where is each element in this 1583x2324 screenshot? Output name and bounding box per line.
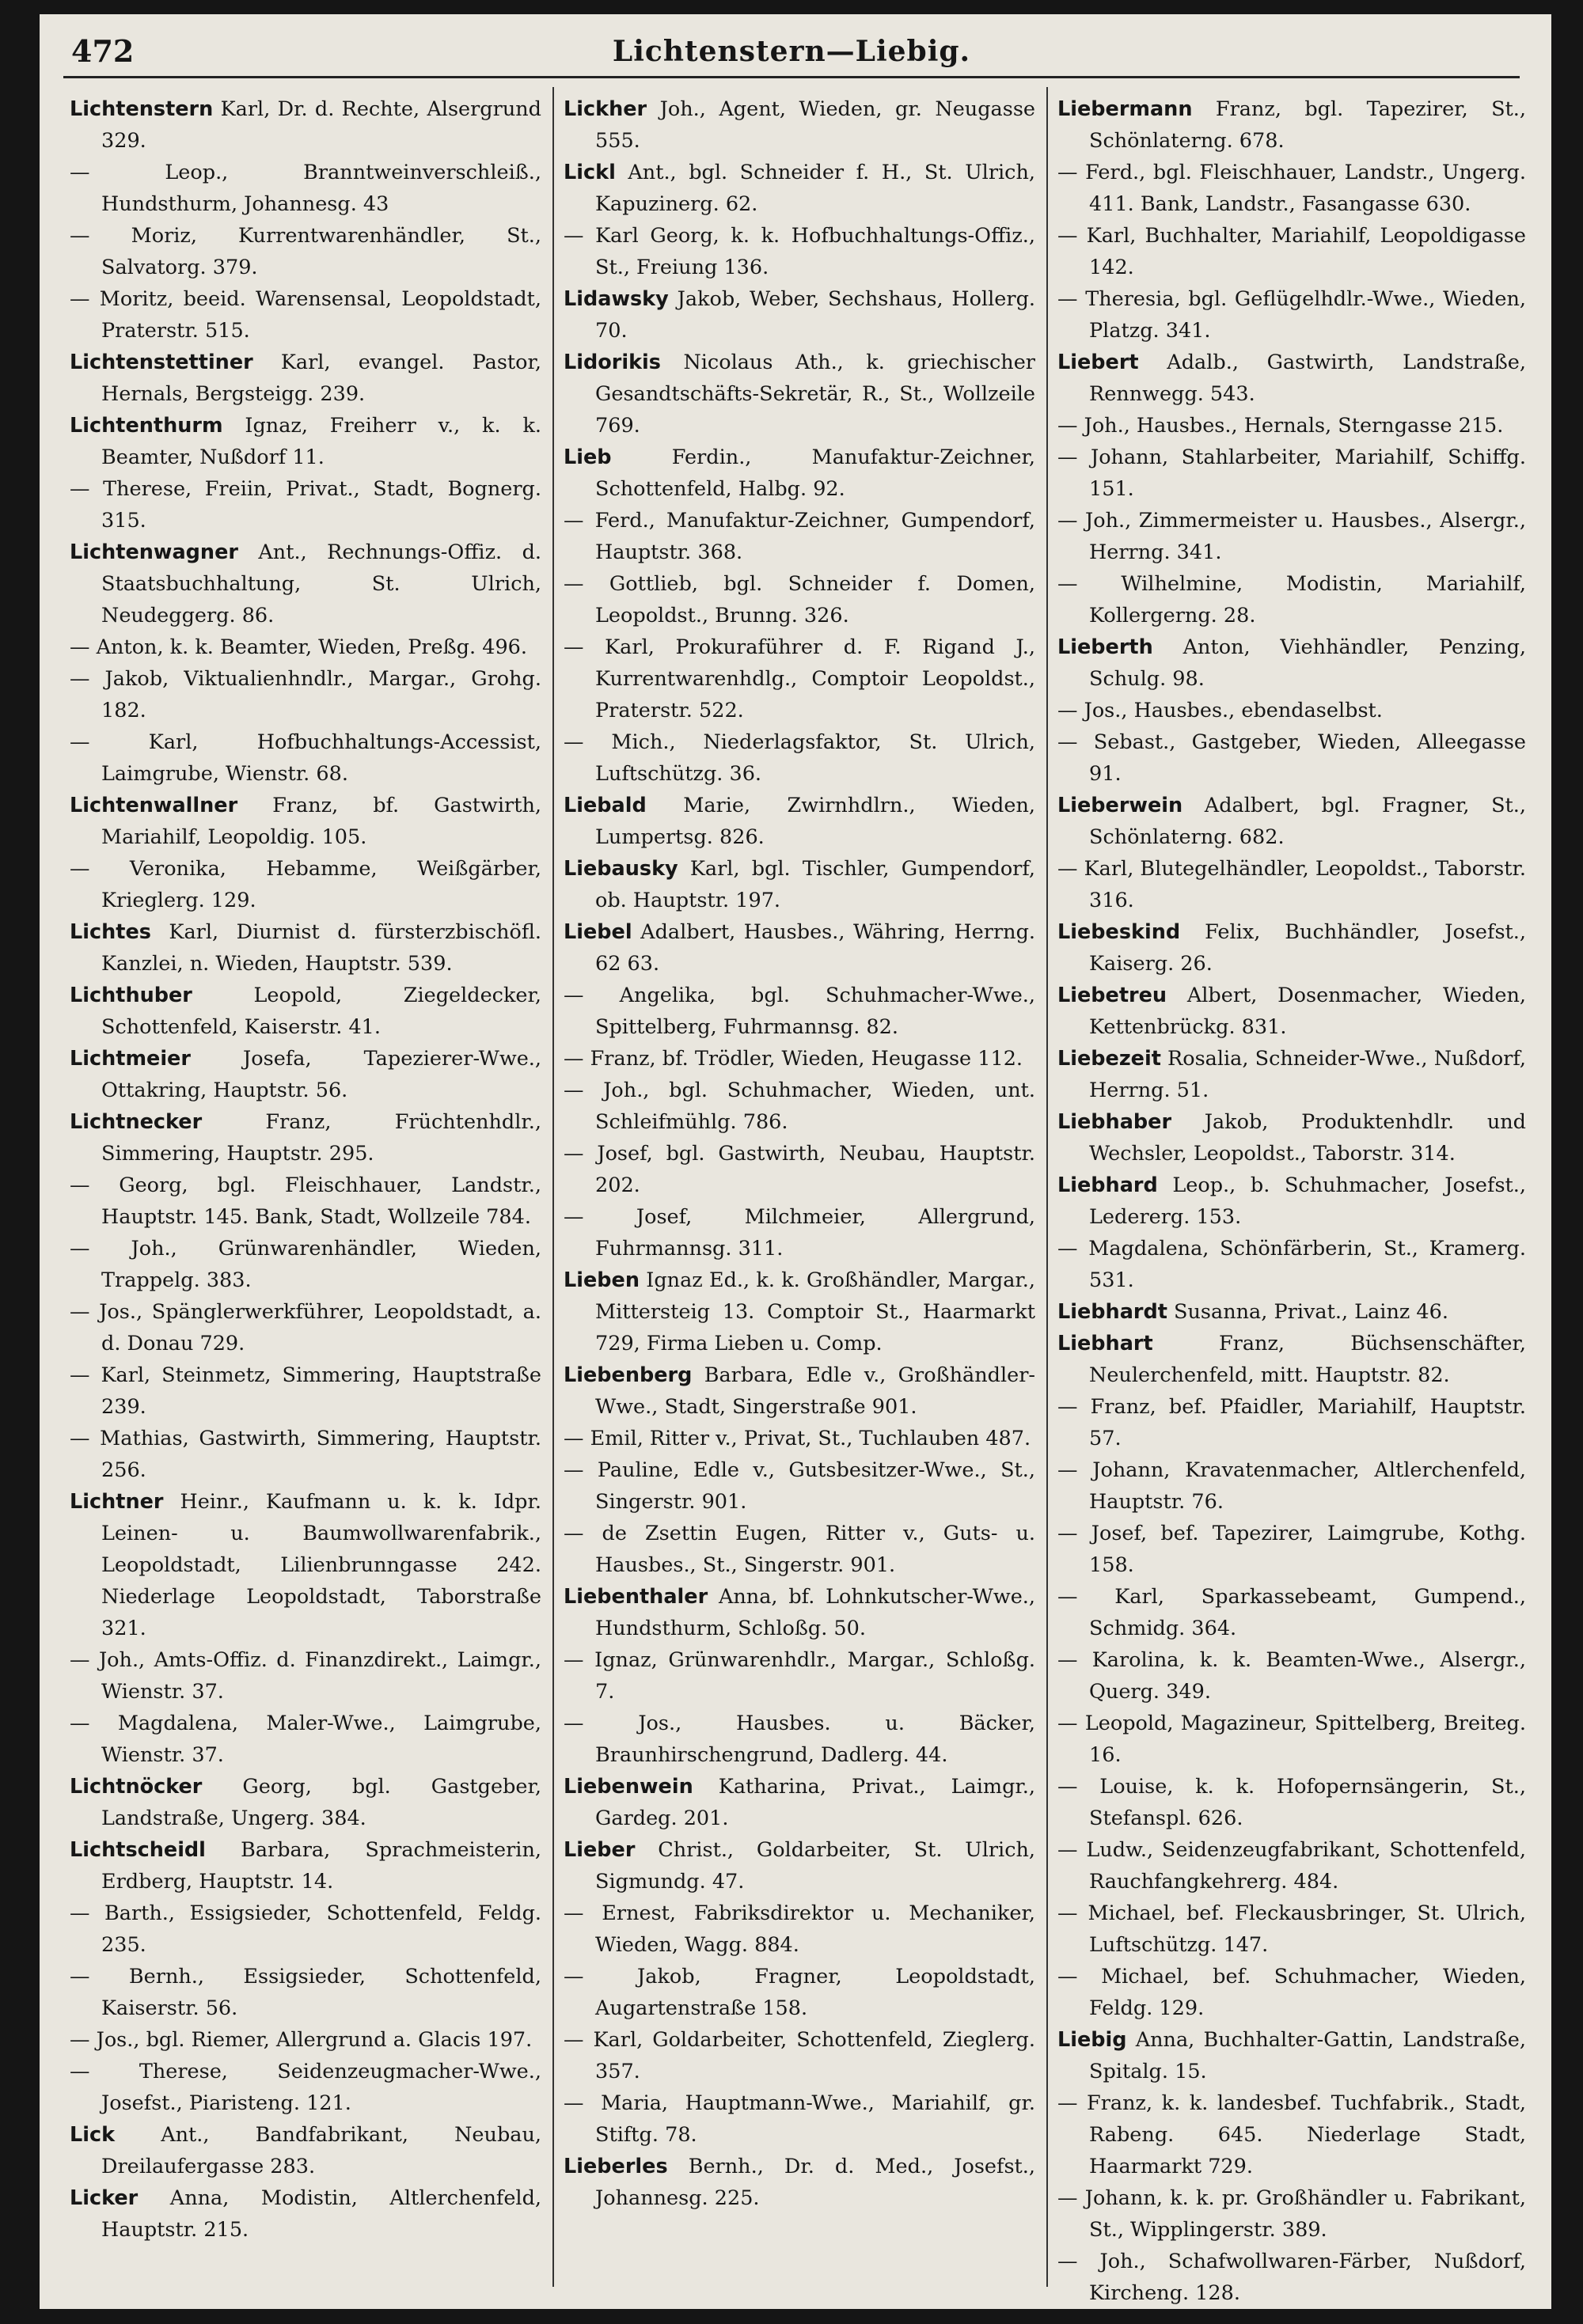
entry-details: — Magdalena, Maler-Wwe., Laimgrube, Wienstr. 37. <box>70 1712 541 1767</box>
directory-entry <box>1057 505 1526 568</box>
directory-entry <box>564 1771 1035 1834</box>
entry-details: — Jakob, Fragner, Leopoldstadt, Augartenstraße 158. <box>564 1965 1035 2020</box>
directory-entry <box>564 283 1035 347</box>
entry-details: — de Zsettin Eugen, Ritter v., Guts- u. Hausbes., St., Singerstr. 901. <box>564 1522 1035 1577</box>
entry-details: — Sebast., Gastgeber, Wieden, Alleegasse 91. <box>1057 730 1526 786</box>
directory-entry <box>564 2024 1035 2087</box>
entry-details: — Karl Georg, k. k. Hofbuchhaltungs-Offiz., St., Freiung 136. <box>564 224 1035 279</box>
entry-details: Leopold, Ziegeldecker, Schottenfeld, Kaiserstr. 41. <box>101 984 542 1039</box>
entry-details: — Angelika, bgl. Schuhmacher-Wwe., Spittelberg, Fuhrmannsg. 82. <box>564 984 1035 1039</box>
entry-details: — Barth., Essigsieder, Schottenfeld, Feldg. 235. <box>70 1901 541 1957</box>
entry-surname: Lieberwein <box>1057 794 1183 817</box>
directory-entry <box>70 473 541 536</box>
entry-details: — Franz, bef. Pfaidler, Mariahilf, Hauptstr. 57. <box>1057 1395 1526 1450</box>
entry-surname: Lichtenthurm <box>70 414 223 438</box>
entry-details: Anton, Viehhändler, Penzing, Schulg. 98. <box>1089 635 1527 691</box>
entry-surname: Liebhart <box>1057 1332 1153 1355</box>
directory-entry <box>1057 695 1526 726</box>
entry-surname: Lichtes <box>70 920 151 944</box>
entry-details: — Maria, Hauptmann-Wwe., Mariahilf, gr. Stiftg. 78. <box>564 2091 1035 2147</box>
directory-entry <box>1057 790 1526 853</box>
entry-surname: Lichtenstettiner <box>70 351 253 374</box>
entry-details: — Karolina, k. k. Beamten-Wwe., Alsergr., Querg. 349. <box>1057 1648 1526 1704</box>
entry-details: — Moritz, beeid. Warensensal, Leopoldstadt, Praterstr. 515. <box>70 287 541 343</box>
entry-details: Adalbert, bgl. Fragner, St., Schönlaterng. 682. <box>1089 794 1527 849</box>
directory-entry <box>564 1454 1035 1518</box>
entry-details: — Johann, Kravatenmacher, Altlerchenfeld, Hauptstr. 76. <box>1057 1458 1526 1514</box>
directory-entry <box>564 631 1035 726</box>
entry-details: — Magdalena, Schönfärberin, St., Kramerg. 531. <box>1057 1237 1526 1292</box>
entry-details: — Franz, bf. Trödler, Wieden, Heugasse 112. <box>564 1047 1023 1071</box>
entry-details: — Jos., Hausbes., ebendaselbst. <box>1057 699 1383 722</box>
directory-entry <box>564 1075 1035 1138</box>
directory-entry <box>70 1423 541 1486</box>
directory-entry <box>564 1897 1035 1961</box>
entry-details: — Joh., Amts-Offiz. d. Finanzdirekt., Laimgr., Wienstr. 37. <box>70 1648 541 1704</box>
entry-surname: Lichthuber <box>70 984 192 1007</box>
directory-entry <box>564 1359 1035 1423</box>
directory-entry <box>1057 347 1526 410</box>
entry-details: — Karl, Goldarbeiter, Schottenfeld, Zieglerg. 357. <box>564 2028 1035 2083</box>
directory-entry <box>564 505 1035 568</box>
entry-details: — Therese, Freiin, Privat., Stadt, Bognerg. 315. <box>70 477 541 533</box>
directory-entry <box>1057 2182 1526 2246</box>
entry-details: Ignaz Ed., k. k. Großhändler, Margar., Mittersteig 13. Comptoir St., Haarmarkt 729, Firma Lieben u. Comp. <box>595 1268 1035 1355</box>
entry-details: — Ernest, Fabriksdirektor u. Mechaniker, Wieden, Wagg. 884. <box>564 1901 1035 1957</box>
entry-surname: Lickl <box>564 161 616 184</box>
entry-details: — Georg, bgl. Fleischhauer, Landstr., Hauptstr. 145. Bank, Stadt, Wollzeile 784. <box>70 1173 541 1229</box>
entry-details: Karl, Dr. d. Rechte, Alsergrund 329. <box>101 97 541 153</box>
entry-surname: Lichtscheidl <box>70 1838 206 1862</box>
entry-details: — Michael, bef. Schuhmacher, Wieden, Feldg. 129. <box>1057 1965 1526 2020</box>
entry-surname: Lichtmeier <box>70 1047 191 1071</box>
entry-details: Franz, bf. Gastwirth, Mariahilf, Leopoldig. 105. <box>101 794 542 849</box>
entry-surname: Lieberth <box>1057 635 1153 659</box>
entry-details: Ant., bgl. Schneider f. H., St. Ulrich, Kapuzinerg. 62. <box>595 161 1035 216</box>
directory-entry <box>1057 93 1526 157</box>
directory-entry <box>70 1834 541 1897</box>
entry-surname: Lichtner <box>70 1490 164 1514</box>
entry-details: Anna, bf. Lohnkutscher-Wwe., Hundsthurm, Schloßg. 50. <box>595 1585 1035 1640</box>
directory-entry <box>564 220 1035 283</box>
entry-details: — Joh., Schafwollwaren-Färber, Nußdorf, Kircheng. 128. <box>1057 2250 1526 2305</box>
directory-entry <box>564 853 1035 916</box>
entry-details: — Joh., Grünwarenhändler, Wieden, Trappelg. 383. <box>70 1237 541 1292</box>
entry-surname: Lickher <box>564 97 647 121</box>
entry-surname: Liebenthaler <box>564 1585 708 1609</box>
entry-surname: Lidawsky <box>564 287 669 311</box>
entry-details: — Ferd., Manufaktur-Zeichner, Gumpendorf, Hauptstr. 368. <box>564 509 1035 564</box>
directory-entry <box>70 1897 541 1961</box>
entry-surname: Liebenberg <box>564 1363 693 1387</box>
directory-entry <box>564 2087 1035 2151</box>
directory-entry <box>564 726 1035 790</box>
entry-details: Nicolaus Ath., k. griechischer Gesandtschäfts-Sekretär, R., St., Wollzeile 769. <box>595 351 1036 438</box>
directory-entry <box>564 1581 1035 1644</box>
entry-surname: Liebig <box>1057 2028 1127 2052</box>
directory-entry <box>70 1043 541 1106</box>
directory-entry <box>564 157 1035 220</box>
directory-entry <box>564 1138 1035 1201</box>
directory-entry <box>1057 157 1526 220</box>
directory-entry <box>1057 1106 1526 1170</box>
entry-surname: Liebenwein <box>564 1775 693 1799</box>
entry-details: — Therese, Seidenzeugmacher-Wwe., Josefst., Piaristeng. 121. <box>70 2060 541 2115</box>
entry-details: Marie, Zwirnhdlrn., Wieden, Lumpertsg. 826. <box>595 794 1035 849</box>
entry-details: Ferdin., Manufaktur-Zeichner, Schottenfeld, Halbg. 92. <box>595 445 1035 501</box>
entry-details: Barbara, Sprachmeisterin, Erdberg, Hauptstr. 14. <box>101 1838 541 1894</box>
entry-details: — Karl, Sparkassebeamt, Gumpend., Schmidg. 364. <box>1057 1585 1526 1640</box>
directory-entry <box>564 568 1035 631</box>
directory-entry <box>70 2056 541 2119</box>
entry-details: Josefa, Tapezierer-Wwe., Ottakring, Hauptstr. 56. <box>101 1047 542 1102</box>
directory-entry <box>564 442 1035 505</box>
directory-entry <box>70 2182 541 2246</box>
entry-surname: Lick <box>70 2123 116 2147</box>
directory-entry <box>1057 220 1526 283</box>
directory-entry <box>1057 1043 1526 1106</box>
entry-details: — Pauline, Edle v., Gutsbesitzer-Wwe., St., Singerstr. 901. <box>564 1458 1035 1514</box>
entry-details: — Ludw., Seidenzeugfabrikant, Schottenfeld, Rauchfangkehrerg. 484. <box>1057 1838 1526 1894</box>
entry-details: Jakob, Produktenhdlr. und Wechsler, Leopoldst., Taborstr. 314. <box>1089 1110 1526 1166</box>
entry-details: — Karl, Buchhalter, Mariahilf, Leopoldigasse 142. <box>1057 224 1526 279</box>
page-header <box>63 30 1520 78</box>
entry-details: Anna, Buchhalter-Gattin, Landstraße, Spitalg. 15. <box>1089 2028 1526 2083</box>
directory-entry <box>564 1043 1035 1075</box>
entry-details: — Wilhelmine, Modistin, Mariahilf, Kollergerng. 28. <box>1057 572 1526 627</box>
directory-entry <box>70 157 541 220</box>
directory-entry <box>1057 631 1526 695</box>
directory-entry <box>70 853 541 916</box>
directory-entry <box>1057 853 1526 916</box>
directory-entry <box>70 2119 541 2182</box>
directory-entry <box>70 1644 541 1708</box>
entry-details: Franz, bgl. Tapezirer, St., Schönlaterng. 678. <box>1089 97 1526 153</box>
entry-details: Rosalia, Schneider-Wwe., Nußdorf, Herrng. 51. <box>1089 1047 1527 1102</box>
column-1 <box>70 93 541 2285</box>
entry-surname: Lichtenwagner <box>70 540 238 564</box>
directory-entry <box>564 2151 1035 2214</box>
directory-entry <box>564 980 1035 1043</box>
entry-details: Katharina, Privat., Laimgr., Gardeg. 201. <box>595 1775 1035 1830</box>
directory-entry <box>70 1708 541 1771</box>
entry-details: — Leopold, Magazineur, Spittelberg, Breiteg. 16. <box>1057 1712 1526 1767</box>
entry-surname: Lichtenwallner <box>70 794 238 817</box>
directory-entry <box>564 1201 1035 1264</box>
entry-details: — Karl, Prokuraführer d. F. Rigand J., Kurrentwarenhdlg., Comptoir Leopoldst., Praterstr. 522. <box>564 635 1035 722</box>
entry-surname: Liebel <box>564 920 632 944</box>
entry-details: — Jakob, Viktualienhndlr., Margar., Grohg. 182. <box>70 667 541 722</box>
entry-details: Bernh., Dr. d. Med., Josefst., Johannesg. 225. <box>595 2155 1035 2210</box>
entry-details: Franz, Früchtenhdlr., Simmering, Hauptstr. 295. <box>101 1110 541 1166</box>
directory-entry <box>70 283 541 347</box>
entry-details: — Anton, k. k. Beamter, Wieden, Preßg. 496. <box>70 635 527 659</box>
directory-entry <box>1057 1961 1526 2024</box>
entry-details: — Leop., Branntweinverschleiß., Hundsthurm, Johannesg. 43 <box>70 161 541 216</box>
entry-details: — Johann, k. k. pr. Großhändler u. Fabrikant, St., Wipplingerstr. 389. <box>1057 2186 1526 2242</box>
directory-entry <box>70 410 541 473</box>
entry-details: — Joh., Hausbes., Hernals, Sterngasse 215. <box>1057 414 1504 438</box>
entry-surname: Lidorikis <box>564 351 661 374</box>
directory-entry <box>564 1518 1035 1581</box>
entry-surname: Liebeskind <box>1057 920 1181 944</box>
directory-entry <box>564 1264 1035 1359</box>
entry-details: — Josef, bgl. Gastwirth, Neubau, Hauptstr. 202. <box>564 1142 1035 1197</box>
entry-surname: Liebetreu <box>1057 984 1167 1007</box>
directory-entry <box>564 1708 1035 1771</box>
entry-details: — Joh., bgl. Schuhmacher, Wieden, unt. Schleifmühlg. 786. <box>564 1079 1035 1134</box>
directory-entry <box>1057 726 1526 790</box>
page-number: 472 <box>71 33 135 69</box>
entry-details: Adalbert, Hausbes., Währing, Herrng. 62 63. <box>595 920 1036 976</box>
directory-entry <box>1057 1581 1526 1644</box>
directory-entry <box>70 1359 541 1423</box>
entry-details: — Gottlieb, bgl. Schneider f. Domen, Leopoldst., Brunng. 326. <box>564 572 1035 627</box>
entry-details: — Michael, bef. Fleckausbringer, St. Ulrich, Luftschützg. 147. <box>1057 1901 1526 1957</box>
directory-entry <box>564 790 1035 853</box>
entry-details: Susanna, Privat., Lainz 46. <box>1174 1300 1448 1324</box>
entry-details: — Louise, k. k. Hofopernsängerin, St., Stefanspl. 626. <box>1057 1775 1526 1830</box>
entry-details: Joh., Agent, Wieden, gr. Neugasse 555. <box>595 97 1036 153</box>
entry-surname: Lieber <box>564 1838 636 1862</box>
entry-details: Heinr., Kaufmann u. k. k. Idpr. Leinen- u. Baumwollwarenfabrik., Leopoldstadt, Lilienbrunngasse 242. Niederlage Leopoldstadt, Taborstraße 321. <box>101 1490 541 1640</box>
entry-surname: Liebald <box>564 794 647 817</box>
directory-entry <box>1057 2024 1526 2087</box>
entry-details: — Veronika, Hebamme, Weißgärber, Krieglerg. 129. <box>70 857 541 912</box>
directory-entry <box>1057 1771 1526 1834</box>
entry-surname: Lieberles <box>564 2155 668 2178</box>
directory-entry <box>70 1170 541 1233</box>
column-3 <box>1057 93 1527 2305</box>
directory-entry <box>1057 1170 1526 1233</box>
directory-entry <box>70 347 541 410</box>
directory-entry <box>70 980 541 1043</box>
directory-entry <box>1057 1518 1526 1581</box>
entry-details: — Jos., Hausbes. u. Bäcker, Braunhirschengrund, Dadlerg. 44. <box>564 1712 1035 1767</box>
entry-details: — Jos., Spänglerwerkführer, Leopoldstadt, a. d. Donau 729. <box>70 1300 541 1355</box>
directory-entry <box>70 93 541 157</box>
entry-details: Franz, Büchsenschäfter, Neulerchenfeld, mitt. Hauptstr. 82. <box>1089 1332 1527 1387</box>
directory-entry <box>70 1106 541 1170</box>
entry-surname: Liebhard <box>1057 1173 1158 1197</box>
entry-details: Adalb., Gastwirth, Landstraße, Rennwegg. 543. <box>1089 351 1526 406</box>
entry-details: — Mathias, Gastwirth, Simmering, Hauptstr. 256. <box>70 1427 541 1482</box>
entry-surname: Lichtenstern <box>70 97 214 121</box>
directory-entry <box>70 2024 541 2056</box>
column-2 <box>564 93 1035 2285</box>
entry-details: — Theresia, bgl. Geflügelhdlr.-Wwe., Wieden, Platzg. 341. <box>1057 287 1526 343</box>
directory-entry <box>70 536 541 631</box>
directory-entry <box>1057 283 1526 347</box>
entry-details: Felix, Buchhändler, Josefst., Kaiserg. 26. <box>1089 920 1526 976</box>
directory-entry <box>70 220 541 283</box>
entry-surname: Licker <box>70 2186 139 2210</box>
entry-details: Christ., Goldarbeiter, St. Ulrich, Sigmundg. 47. <box>595 1838 1036 1894</box>
entry-details: Ant., Bandfabrikant, Neubau, Dreilaufergasse 283. <box>101 2123 541 2178</box>
entry-surname: Liebhaber <box>1057 1110 1172 1134</box>
directory-entry <box>1057 1233 1526 1296</box>
entry-details: — Moriz, Kurrentwarenhändler, St., Salvatorg. 379. <box>70 224 541 279</box>
entry-surname: Liebezeit <box>1057 1047 1161 1071</box>
entry-details: Jakob, Weber, Sechshaus, Hollerg. 70. <box>595 287 1035 343</box>
column-divider <box>552 87 554 2287</box>
entry-details: Albert, Dosenmacher, Wieden, Kettenbrückg. 831. <box>1089 984 1527 1039</box>
entry-details: — Mich., Niederlagsfaktor, St. Ulrich, Luftschützg. 36. <box>564 730 1035 786</box>
entry-details: — Emil, Ritter v., Privat, St., Tuchlauben 487. <box>564 1427 1031 1450</box>
directory-entry <box>1057 980 1526 1043</box>
entry-surname: Lieb <box>564 445 612 469</box>
directory-entry <box>564 1961 1035 2024</box>
entry-details: Karl, evangel. Pastor, Hernals, Bergsteigg. 239. <box>101 351 542 406</box>
entry-surname: Liebhardt <box>1057 1300 1167 1324</box>
entry-details: — Karl, Steinmetz, Simmering, Hauptstraße 239. <box>70 1363 541 1419</box>
entry-details: Karl, bgl. Tischler, Gumpendorf, ob. Hauptstr. 197. <box>595 857 1036 912</box>
entry-details: — Josef, Milchmeier, Allergrund, Fuhrmannsg. 311. <box>564 1205 1035 1261</box>
directory-entry <box>1057 442 1526 505</box>
entry-details: Karl, Diurnist d. fürsterzbischöfl. Kanzlei, n. Wieden, Hauptstr. 539. <box>101 920 541 976</box>
directory-entry <box>1057 1897 1526 1961</box>
directory-entry <box>1057 410 1526 442</box>
directory-page <box>40 14 1551 2309</box>
directory-entry <box>70 1486 541 1644</box>
directory-entry <box>564 1423 1035 1454</box>
entry-details: — Joh., Zimmermeister u. Hausbes., Alsergr., Herrng. 341. <box>1057 509 1526 564</box>
entry-details: Barbara, Edle v., Großhändler-Wwe., Stadt, Singerstraße 901. <box>595 1363 1036 1419</box>
entry-details: Georg, bgl. Gastgeber, Landstraße, Ungerg. 384. <box>101 1775 541 1830</box>
directory-entry <box>1057 1391 1526 1454</box>
directory-entry <box>70 726 541 790</box>
directory-entry <box>1057 568 1526 631</box>
entry-details: — Ferd., bgl. Fleischhauer, Landstr., Ungerg. 411. Bank, Landstr., Fasangasse 630. <box>1057 161 1526 216</box>
entry-details: — Jos., bgl. Riemer, Allergrund a. Glacis 197. <box>70 2028 533 2052</box>
directory-entry <box>1057 1834 1526 1897</box>
entry-details: — Karl, Hofbuchhaltungs-Accessist, Laimgrube, Wienstr. 68. <box>70 730 541 786</box>
directory-entry <box>1057 916 1526 980</box>
entry-surname: Lichtnecker <box>70 1110 203 1134</box>
directory-entry <box>1057 1296 1526 1328</box>
entry-details: — Josef, bef. Tapezirer, Laimgrube, Kothg. 158. <box>1057 1522 1526 1577</box>
directory-entry <box>1057 2087 1526 2182</box>
entry-surname: Liebert <box>1057 351 1139 374</box>
directory-entry <box>70 916 541 980</box>
entry-details: — Johann, Stahlarbeiter, Mariahilf, Schiffg. 151. <box>1057 445 1526 501</box>
entry-surname: Liebermann <box>1057 97 1193 121</box>
column-divider <box>1046 87 1048 2287</box>
directory-entry <box>1057 1328 1526 1391</box>
entry-details: — Karl, Blutegelhändler, Leopoldst., Taborstr. 316. <box>1057 857 1526 912</box>
directory-entry <box>70 1296 541 1359</box>
directory-entry <box>564 916 1035 980</box>
entry-details: — Ignaz, Grünwarenhdlr., Margar., Schloßg. 7. <box>564 1648 1035 1704</box>
directory-entry <box>70 1771 541 1834</box>
entry-details: Anna, Modistin, Altlerchenfeld, Hauptstr. 215. <box>101 2186 541 2242</box>
directory-entry <box>564 1644 1035 1708</box>
entry-surname: Lieben <box>564 1268 640 1292</box>
entry-details: — Franz, k. k. landesbef. Tuchfabrik., Stadt, Rabeng. 645. Niederlage Stadt, Haarmarkt 729. <box>1057 2091 1526 2178</box>
directory-entry <box>70 631 541 663</box>
entry-surname: Liebausky <box>564 857 678 881</box>
directory-entry <box>70 663 541 726</box>
page-title: Lichtenstern—Liebig. <box>612 35 971 68</box>
directory-entry <box>1057 2246 1526 2309</box>
directory-entry <box>1057 1708 1526 1771</box>
entry-details: Ignaz, Freiherr v., k. k. Beamter, Nußdorf 11. <box>101 414 542 469</box>
entry-details: Leop., b. Schuhmacher, Josefst., Ledererg. 153. <box>1089 1173 1526 1229</box>
directory-entry <box>70 790 541 853</box>
entry-details: Ant., Rechnungs-Offiz. d. Staatsbuchhaltung, St. Ulrich, Neudeggerg. 86. <box>101 540 541 627</box>
directory-entry <box>1057 1644 1526 1708</box>
directory-entry <box>564 347 1035 442</box>
directory-entry <box>564 1834 1035 1897</box>
directory-entry <box>564 93 1035 157</box>
directory-entry <box>1057 1454 1526 1518</box>
entry-details: — Bernh., Essigsieder, Schottenfeld, Kaiserstr. 56. <box>70 1965 541 2020</box>
entry-surname: Lichtnöcker <box>70 1775 203 1799</box>
directory-entry <box>70 1961 541 2024</box>
directory-entry <box>70 1233 541 1296</box>
